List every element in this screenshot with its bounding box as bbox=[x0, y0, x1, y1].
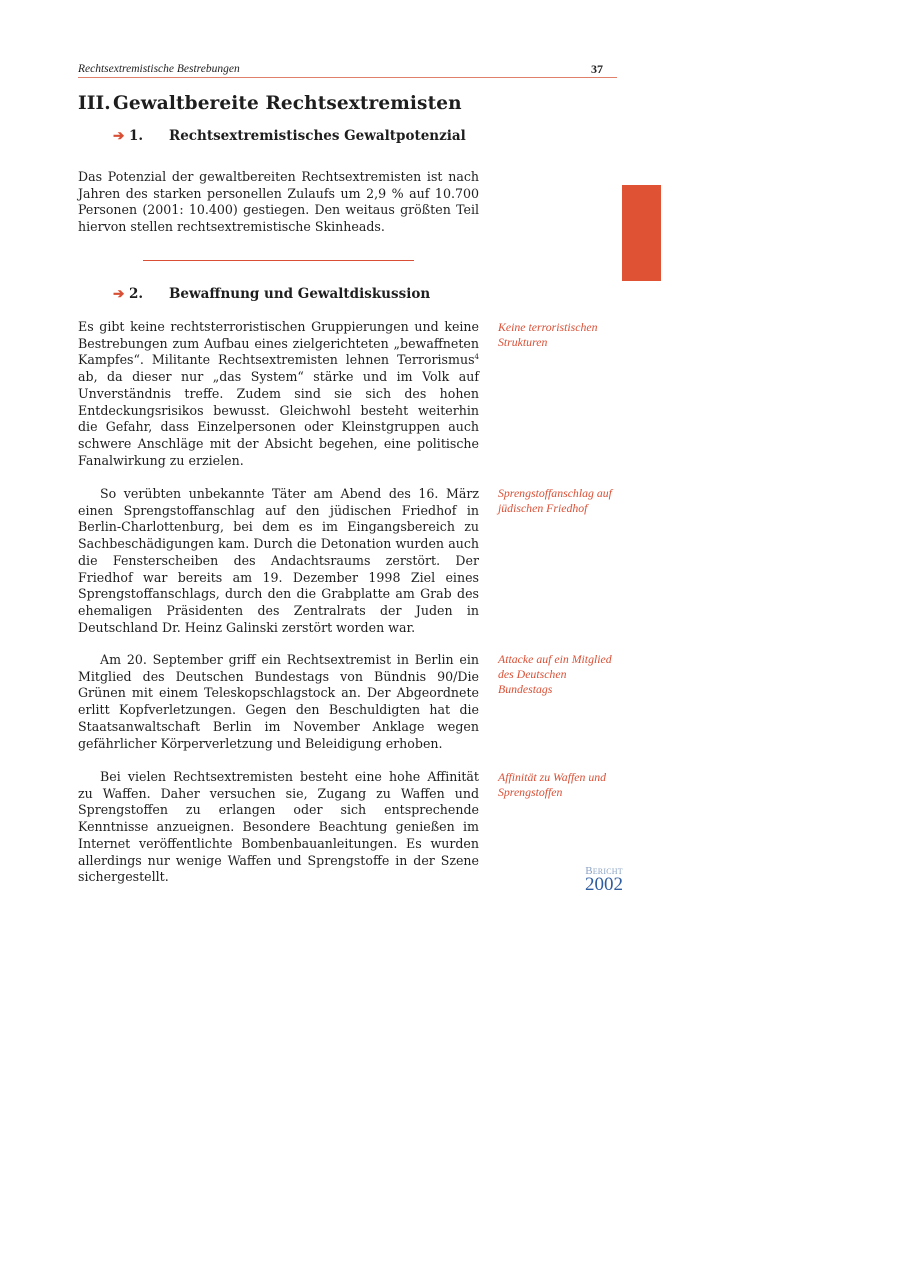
page-number: 37 bbox=[591, 62, 603, 76]
margin-note-friedhof: Sprengstoffanschlag auf jüdischen Friedhof bbox=[498, 486, 612, 515]
section-divider bbox=[143, 260, 414, 261]
logo-word: Bericht bbox=[585, 865, 623, 877]
chapter-number: III. bbox=[78, 93, 111, 114]
paragraph-sprengstoffanschlag: So verübten unbekannte Täter am Abend des 16. März einen Sprengstoffanschlag auf den jüdischen Friedhof in Berlin-Charlottenburg, bei dem es im Eingangsbereich zu Sachbeschädigungen kam. Durch die Detonation wurden auch die Fensterscheiben des Andachtsraums zerstört. Der Friedhof war bereits am 19. Dezember 1998 Ziel eines Sprengstoffanschlags, durch den die Grabplatte am Grab des ehemaligen Präsidenten des Zentralrats der Juden in Deutschland Dr. Heinz Galinski zerstört worden war. bbox=[78, 486, 479, 635]
arrow-right-icon: ➔ bbox=[113, 286, 125, 302]
paragraph-affinitaet-waffen: Bei vielen Rechtsextremisten besteht eine hohe Affinität zu Waffen. Daher versuchen sie, Zugang zu Waffen und Sprengstoffen zu erlangen oder sich entsprechende Kenntnisse anzueignen. Besondere Beachtung genießen im Internet veröffentlichte Bombenbauanleitungen. Es wurden allerdings nur wenige Waffen und Sprengstoffe in der Szene sichergestellt. bbox=[78, 769, 479, 885]
paragraph-gewaltpotenzial: Das Potenzial der gewaltbereiten Rechtsextremisten ist nach Jahren des starken personellen Zulaufs um 2,9 % auf 10.700 Personen (2001: 10.400) gestiegen. Den weitaus größten Teil hiervon stellen rechtsextremistische Skinheads. bbox=[78, 169, 479, 235]
section-number: 2. bbox=[129, 286, 144, 302]
arrow-right-icon: ➔ bbox=[113, 128, 125, 144]
logo-year: 2002 bbox=[585, 874, 623, 895]
section-number: 1. bbox=[129, 128, 144, 144]
margin-note-strukturen: Keine terroristischen Strukturen bbox=[498, 320, 598, 349]
margin-note-waffen: Affinität zu Waffen und Sprengstoffen bbox=[498, 770, 607, 799]
section-marker-bar bbox=[622, 185, 661, 281]
section-title: Bewaffnung und Gewaltdiskussion bbox=[169, 286, 431, 302]
section-heading-1 bbox=[113, 128, 466, 144]
chapter-heading bbox=[78, 93, 462, 114]
chapter-title: Gewaltbereite Rechtsextremisten bbox=[113, 93, 462, 114]
running-title: Rechtsextremistische Bestrebungen bbox=[78, 63, 240, 75]
paragraph-text: ab, da dieser nur „das System“ stärke und im Volk auf Unverständnis treffe. Zudem sind sie sich des hohen Entdeckungsrisikos bewusst. Gleichwohl besteht weiterhin die Gefahr, dass Einzelpersonen oder Kleinstgruppen auch schwere Anschläge mit der Absicht begehen, eine politische Fanalwirkung zu erzielen. bbox=[78, 369, 479, 468]
section-heading-2 bbox=[113, 286, 430, 302]
margin-note-bundestag: Attacke auf ein Mitglied des Deutschen Bundestags bbox=[498, 652, 612, 696]
footnote-marker: 4 bbox=[474, 353, 479, 362]
paragraph-text: Es gibt keine rechtsterroristischen Gruppierungen und keine Bestrebungen zum Aufbau eines zielgerichteten „bewaffneten Kampfes“. Militante Rechtsextremisten lehnen Terrorismus bbox=[78, 319, 479, 368]
bericht-logo bbox=[577, 866, 631, 893]
section-title: Rechtsextremistisches Gewaltpotenzial bbox=[169, 128, 466, 144]
paragraph-attacke-bundestag: Am 20. September griff ein Rechtsextremist in Berlin ein Mitglied des Deutschen Bundestags von Bündnis 90/Die Grünen mit einem Teleskopschlagstock an. Der Abgeordnete erlitt Kopfverletzungen. Gegen den Beschuldigten hat die Staatsanwaltschaft Berlin im November Anklage wegen gefährlicher Körperverletzung und Beleidigung erhoben. bbox=[78, 652, 479, 751]
paragraph-keine-terrorgruppen bbox=[78, 319, 479, 469]
running-header bbox=[78, 62, 617, 78]
